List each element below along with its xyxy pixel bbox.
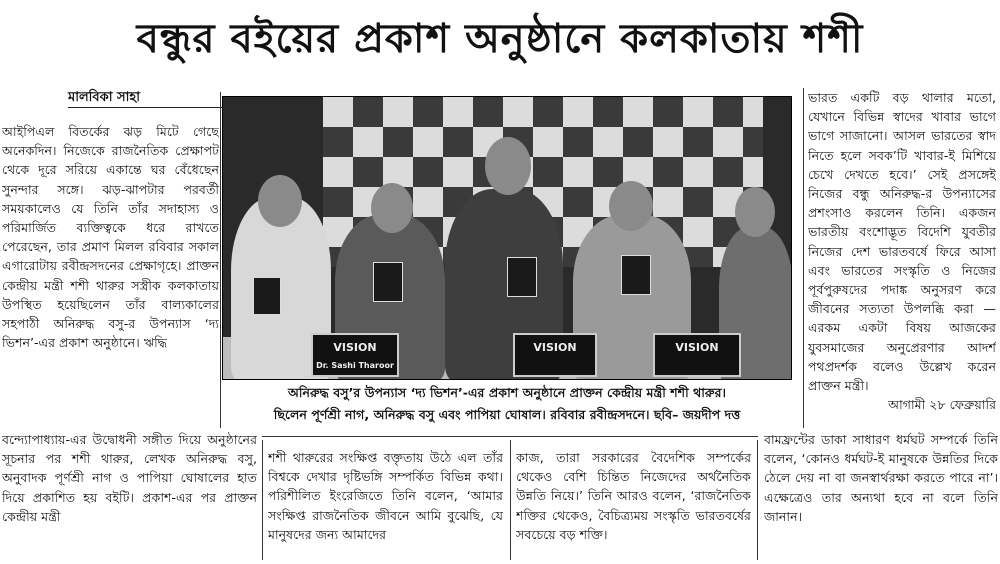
column-divider [757, 440, 758, 560]
caption-rule [262, 436, 758, 437]
headline: বন্ধুর বইয়ের প্রকাশ অনুষ্ঠানে কলকাতায় শশী [136, 16, 864, 62]
book-cover [507, 257, 537, 297]
byline: মালবিকা সাহা [68, 88, 228, 108]
person-head [371, 183, 413, 233]
event-photo [222, 96, 792, 380]
article-column-left [2, 122, 219, 428]
article-column-bottom-4 [764, 430, 998, 560]
book-cover [621, 255, 651, 295]
banner-author-text: Dr. Sashi Tharoor [316, 361, 394, 370]
article-column-right [808, 88, 996, 428]
paragraph: ভারত একটি বড় থালার মতো, যেখানে বিভিন্ন স্বাদের খাবার ভাগে ভাগে সাজানো। আসল ভারতের স্বাদ নিতে হলে সবক’টি খাবার-ই মিশিয়ে চেখে দেখতে হবে।’ সেই প্রসঙ্গেই নিজের বন্ধু অনিরুদ্ধ-র উপন্যাসের প্রশংসাও করলেন তিনি। একজন ভারতীয় বংশোদ্ভূত বিদেশি যুবতীর নিজের দেশ ভারতবর্ষে ফিরে আসা এবং ভারতের সংস্কৃতি ও নিজের পূর্বপুরুষদের পদাঙ্ক অনুসরণ করে জীবনের সত্যতা উপলব্ধি করা — এরকম একটা বিষয় আজকের যুবসমাজের অনুপ্রেরণার আদর্শ পথপ্রদর্শক বলেও উল্লেখ করেন প্রাক্তন মন্ত্রী। [808, 90, 996, 394]
book-banner [513, 333, 597, 377]
paragraph: আগামী ২৮ ফেব্রুয়ারি [888, 397, 996, 413]
banner-title: VISION [333, 341, 377, 354]
banner-author [311, 361, 399, 377]
column-divider [510, 440, 511, 560]
book-cover [253, 277, 281, 315]
column-divider [262, 440, 263, 560]
article-column-bottom-1 [2, 430, 257, 560]
person-head [735, 187, 775, 237]
column-divider [220, 92, 221, 428]
column-divider [803, 88, 804, 428]
book-banner [653, 333, 741, 377]
person-head [609, 181, 653, 231]
banner-title: VISION [675, 341, 719, 354]
paragraph: বামফ্রন্টের ডাকা সাধারণ ধর্মঘট সম্পর্কে তিনি বলেন, ‘কোনও ধর্মঘট-ই মানুষকে উন্নতির দিকে ঠেলে দেয় না বা জনস্বার্থরক্ষা করতে পারে না’। এক্ষেত্রেও তার অন্যথা হবে না বলে তিনি জানান। [764, 432, 998, 524]
caption-line: ছিলেন পূর্ণশ্রী নাগ, অনিরুদ্ধ বসু এবং পাপিয়া ঘোষাল। রবিবার রবীন্দ্রসদনে। ছবি– জয়দীপ দত্ত [273, 407, 741, 422]
person-head [258, 175, 302, 227]
banner-title: VISION [533, 341, 577, 354]
caption-line: অনিরুদ্ধ বসু’র উপন্যাস ‘দ্য ভিশন’-এর প্রকাশ অনুষ্ঠানে প্রাক্তন কেন্দ্রীয় মন্ত্রী শশী থারুর। [287, 385, 727, 400]
article-column-bottom-2 [268, 448, 503, 560]
book-cover [373, 262, 403, 302]
paragraph: বন্দ্যোপাধ্যায়-এর উদ্বোধনী সঙ্গীত দিয়ে অনুষ্ঠানের সূচনার পর শশী থারুর, লেখক অনিরুদ্ধ বসু, অনুবাদক পূর্ণশ্রী নাগ ও পাপিয়া ঘোষালের হাত দিয়ে প্রকাশিত হয় বইটি। প্রকাশ-এর পর প্রাক্তন কেন্দ্রীয় মন্ত্রী [2, 432, 257, 524]
article-column-bottom-3 [516, 448, 751, 560]
photo-caption [222, 382, 792, 430]
paragraph: শশী থারুরের সংক্ষিপ্ত বক্তৃতায় উঠে এল তাঁর বিশ্বকে দেখার দৃষ্টিভঙ্গি সম্পর্কিত বিভিন্ন কথা। পরিশীলিত ইংরেজিতে তিনি বলেন, ‘আমার সংক্ষিপ্ত রাজনৈতিক জীবনে আমি বুঝেছি, যে মানুষদের জন্য আমাদের [268, 450, 503, 542]
person-head [485, 137, 531, 195]
paragraph: আইপিএল বিতর্কের ঝড় মিটে গেছে অনেকদিন। নিজেকে রাজনৈতিক প্রেক্ষাপট থেকে দূরে সরিয়ে একান্তে ঘর বেঁধেছেন সুনন্দার সঙ্গে। ঝড়-ঝাপটার পরবর্তী সময়কালেও যে তিনি তাঁর সদাহাস্য ও পরিমার্জিত ব্যক্তিত্বকে ধরে রাখতে পেরেছেন, তার প্রমাণ মিলল রবিবার সকাল এগারোটায় রবীন্দ্রসদনের প্রেক্ষাগৃহে। প্রাক্তন কেন্দ্রীয় মন্ত্রী শশী থারুর সস্ত্রীক কলকাতায় উপস্থিত হয়েছিলেন তাঁর বাল্যকালের সহপাঠী অনিরুদ্ধ বসু-র উপন্যাস ‘দ্য ভিশন’-এর প্রকাশ অনুষ্ঠানে। ঋদ্ধি [2, 124, 219, 351]
paragraph: কাজ, তারা সরকারের বৈদেশিক সম্পর্কের থেকেও বেশি চিন্তিত নিজেদের অর্থনৈতিক উন্নতি নিয়ে।’ তিনি আরও বলেন, ‘রাজনৈতিক শক্তির থেকেও, বৈচিত্র্যময় সংস্কৃতি ভারতবর্ষের সবচেয়ে বড় শক্তি। [516, 450, 751, 542]
